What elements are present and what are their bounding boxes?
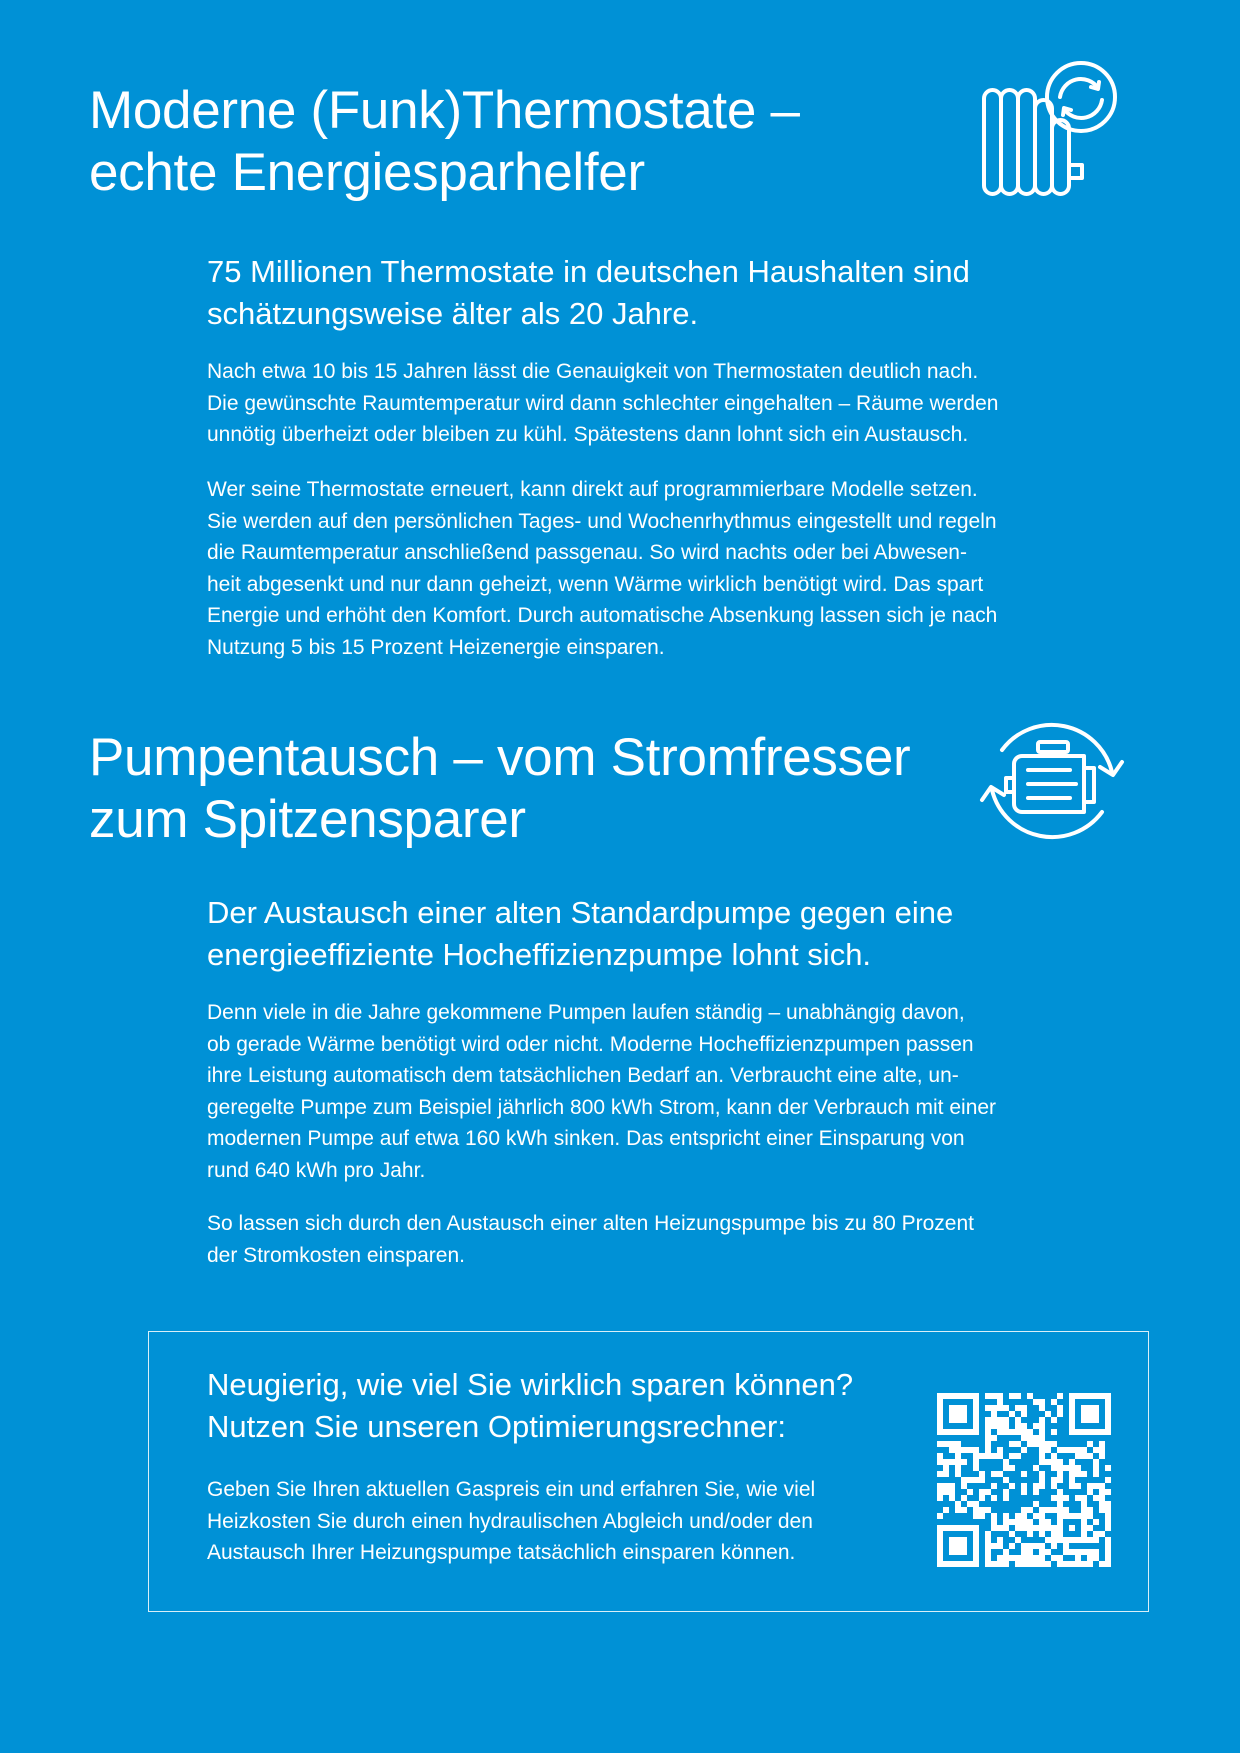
section1-paragraph-2: Wer seine Thermostate erneuert, kann direkt auf programmierbare Modelle setzen. Sie werden auf den persönlichen Tages- und Wochenrhythmus eingestellt und regeln die Raumtemperatur anschließend passgenau. So wird nachts oder bei Abwesen- heit abgesenkt und nur dann geheizt, wenn Wärme wirklich benötigt wird. Das spart Energie und erhöht den Komfort. Durch automatische Absenkung lassen sich je nach Nutzung 5 bis 15 Prozent Heizenergie einsparen.	[207, 478, 998, 659]
section2-lead: Der Austausch einer alten Standardpumpe gegen eine energieeffiziente Hocheffizienzpumpe lohnt sich.	[207, 895, 954, 972]
section1-paragraph-1: Nach etwa 10 bis 15 Jahren lässt die Genauigkeit von Thermostaten deutlich nach. Die gewünschte Raumtemperatur wird dann schlechter eingehalten – Räume werden unnötig überheizt oder bleiben zu kühl. Spätestens dann lohnt sich ein Austausch.	[207, 360, 999, 446]
section1-title: Moderne (Funk)Thermostate – echte Energiesparhelfer	[89, 81, 800, 202]
pump-exchange-icon	[972, 712, 1132, 848]
section1-lead: 75 Millionen Thermostate in deutschen Haushalten sind schätzungsweise älter als 20 Jahre.	[207, 254, 970, 331]
section2-title: Pumpentausch – vom Stromfresser zum Spitzensparer	[89, 728, 911, 849]
calculator-description: Geben Sie Ihren aktuellen Gaspreis ein und erfahren Sie, wie viel Heizkosten Sie durch einen hydraulischen Abgleich und/oder den Austausch Ihrer Heizungspumpe tatsächlich einsparen können.	[207, 1478, 816, 1564]
section2-paragraph-2: So lassen sich durch den Austausch einer alten Heizungspumpe bis zu 80 Prozent der Stromkosten einsparen.	[207, 1212, 974, 1267]
calculator-heading: Neugierig, wie viel Sie wirklich sparen können? Nutzen Sie unseren Optimierungsrechner:	[207, 1367, 854, 1444]
radiator-thermostat-icon	[980, 60, 1125, 200]
section2-paragraph-1: Denn viele in die Jahre gekommene Pumpen laufen ständig – unabhängig davon, ob gerade Wärme benötigt wird oder nicht. Moderne Hocheffizienzpumpen passen ihre Leistung automatisch dem tatsächlichen Bedarf an. Verbraucht eine alte, un- geregelte Pumpe zum Beispiel jährlich 800 kWh Strom, kann der Verbrauch mit einer modernen Pumpe auf etwa 160 kWh sinken. Das entspricht einer Einsparung von rund 640 kWh pro Jahr.	[207, 1001, 997, 1182]
qr-code-icon[interactable]	[937, 1393, 1111, 1567]
